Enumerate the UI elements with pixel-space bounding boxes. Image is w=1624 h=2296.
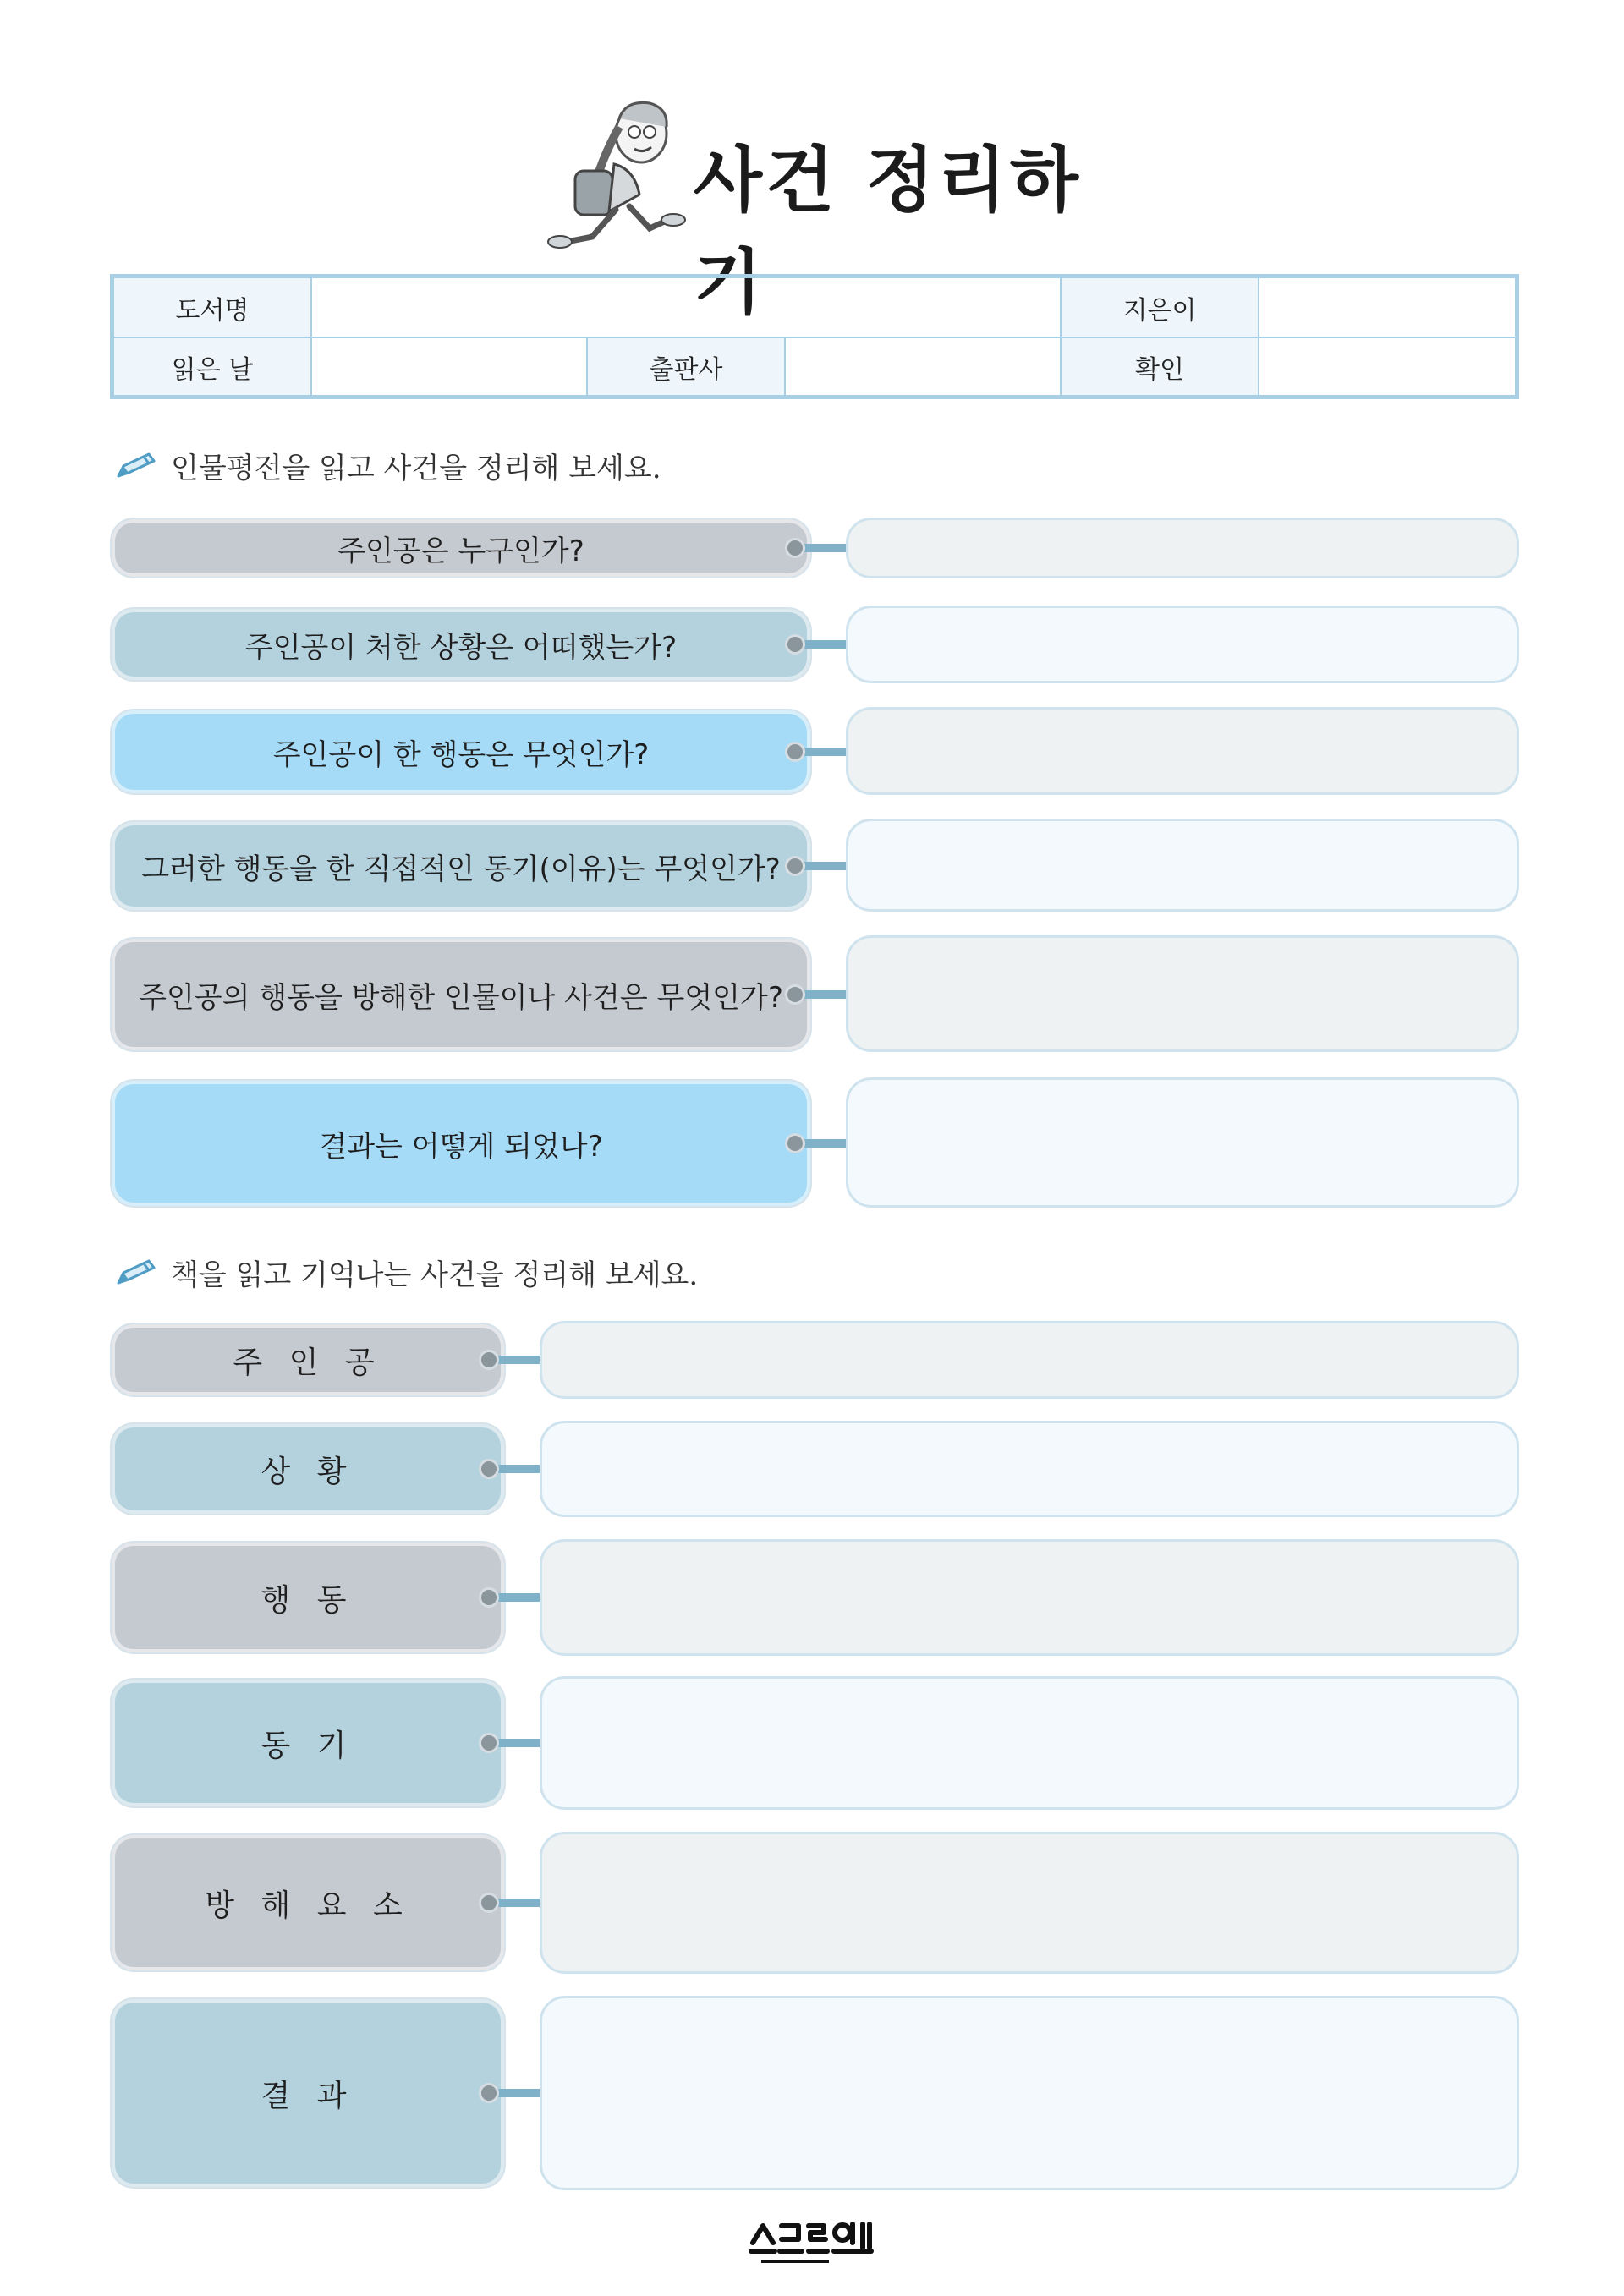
connector-dot bbox=[479, 1733, 499, 1753]
label-situation: 상 황 bbox=[112, 1424, 504, 1514]
section1-instruction bbox=[115, 445, 661, 486]
section2-instruction bbox=[115, 1252, 698, 1293]
connector-dot bbox=[785, 634, 805, 655]
answer-box-action[interactable] bbox=[540, 1539, 1519, 1656]
question-protagonist: 주인공은 누구인가? bbox=[112, 519, 810, 577]
label-action: 행 동 bbox=[112, 1543, 504, 1652]
label-result: 결 과 bbox=[112, 1999, 504, 2187]
pencil-icon bbox=[115, 451, 157, 481]
check-label: 확인 bbox=[1062, 338, 1259, 395]
publisher-label: 출판사 bbox=[588, 338, 786, 395]
read-date-field[interactable] bbox=[312, 338, 588, 395]
connector-dot bbox=[479, 1893, 499, 1913]
question-situation: 주인공이 처한 상황은 어떠했는가? bbox=[112, 609, 810, 680]
check-field[interactable] bbox=[1259, 338, 1515, 395]
connector-dot bbox=[479, 1350, 499, 1370]
answer-box-situation[interactable] bbox=[540, 1421, 1519, 1517]
author-label: 지은이 bbox=[1062, 278, 1259, 338]
connector-dot bbox=[785, 538, 805, 558]
author-field[interactable] bbox=[1259, 278, 1515, 338]
answer-result[interactable] bbox=[846, 1077, 1519, 1208]
answer-box-protagonist[interactable] bbox=[540, 1321, 1519, 1399]
question-result: 결과는 어떻게 되었나? bbox=[112, 1081, 810, 1206]
mascot-icon bbox=[541, 93, 694, 254]
question-action: 주인공이 한 행동은 무엇인가? bbox=[112, 710, 810, 793]
section2-instruction-text: 책을 읽고 기억나는 사건을 정리해 보세요. bbox=[171, 1258, 699, 1292]
read-date-label: 읽은 날 bbox=[114, 338, 312, 395]
pencil-icon bbox=[115, 1258, 157, 1288]
answer-situation[interactable] bbox=[846, 606, 1519, 683]
book-title-label: 도서명 bbox=[114, 278, 312, 338]
answer-protagonist[interactable] bbox=[846, 518, 1519, 578]
publisher-field[interactable] bbox=[786, 338, 1062, 395]
title-area bbox=[541, 93, 1100, 324]
label-obstacle: 방 해 요 소 bbox=[112, 1835, 504, 1970]
answer-box-result[interactable] bbox=[540, 1996, 1519, 2190]
label-protagonist: 주 인 공 bbox=[112, 1324, 504, 1395]
connector-dot bbox=[479, 1459, 499, 1479]
answer-box-motive[interactable] bbox=[540, 1676, 1519, 1810]
connector-dot bbox=[785, 984, 805, 1005]
page-title: 사건 정리하기 bbox=[694, 139, 1082, 324]
connector-dot bbox=[785, 856, 805, 876]
question-motive: 그러한 행동을 한 직접적인 동기(이유)는 무엇인가? bbox=[112, 822, 810, 910]
connector-dot bbox=[785, 1133, 805, 1153]
connector-dot bbox=[479, 1587, 499, 1608]
schoolzone-logo-icon bbox=[744, 2214, 880, 2273]
answer-box-obstacle[interactable] bbox=[540, 1832, 1519, 1974]
question-obstacle: 주인공의 행동을 방해한 인물이나 사건은 무엇인가? bbox=[112, 939, 810, 1050]
answer-motive[interactable] bbox=[846, 819, 1519, 912]
answer-obstacle[interactable] bbox=[846, 935, 1519, 1052]
connector-dot bbox=[479, 2083, 499, 2103]
connector-dot bbox=[785, 742, 805, 762]
answer-action[interactable] bbox=[846, 707, 1519, 795]
book-title-field[interactable] bbox=[312, 278, 1062, 338]
section1-instruction-text: 인물평전을 읽고 사건을 정리해 보세요. bbox=[171, 452, 661, 485]
book-info-table bbox=[110, 274, 1519, 399]
label-motive: 동 기 bbox=[112, 1680, 504, 1806]
